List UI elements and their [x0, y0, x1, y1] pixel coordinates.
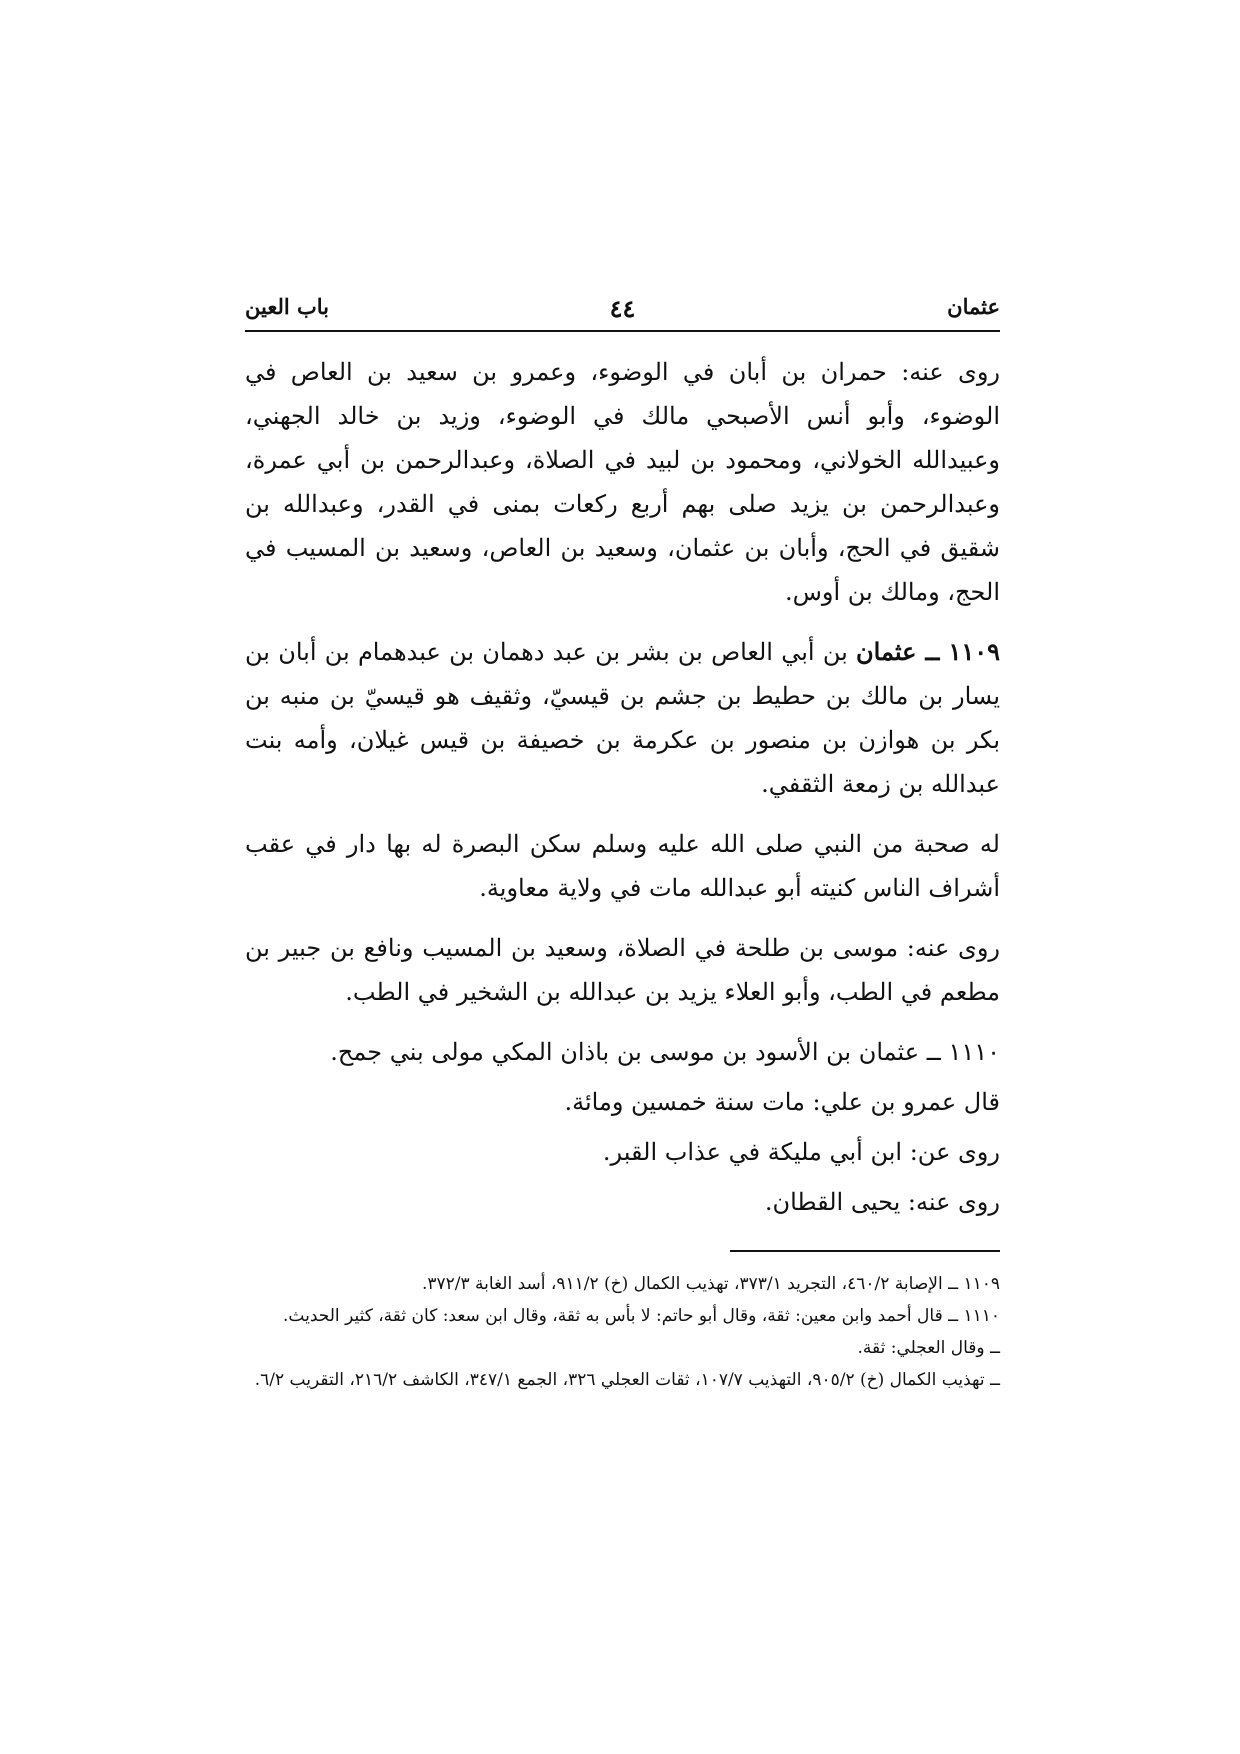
- page-header: [245, 280, 1000, 332]
- footnote-1110: ١١١٠ ــ قال أحمد وابن معين: ثقة، وقال أبو حاتم: لا بأس به ثقة، وقال ابن سعد: كان ثقة، كثير الحديث.: [283, 1306, 1000, 1326]
- entry-name: عثمان: [858, 1038, 920, 1066]
- main-text: [245, 350, 1000, 1224]
- paragraph-biography: له صحبة من النبي صلى الله عليه وسلم سكن البصرة له بها دار في عقب أشراف الناس كنيته أبو عبدالله مات في ولاية معاوية.: [245, 830, 1000, 902]
- line-narrated-by: روى عنه: يحيى القطان.: [764, 1188, 1000, 1216]
- entry-text: بن أبي العاص بن بشر بن عبد دهمان بن عبدهمام بن أبان بن يسار بن مالك بن حطيط بن جشم بن قيسيّ، وثقيف هو قيسيّ بن منبه بن بكر بن هوازن بن منصور بن عكرمة بن خصيفة بن قيس غيلان، وأمه بنت عبدالله بن زمعة الثقفي.: [245, 638, 1000, 798]
- footnote-1110-sources: ــ تهذيب الكمال (خ) ٩٠٥/٢، التهذيب ١٠٧/٧، ثقات العجلي ٣٢٦، الجمع ٣٤٧/١، الكاشف ٢١٦/٢، التقريب ٦/٢.: [254, 1370, 1000, 1390]
- page-number: ٤٤: [609, 294, 636, 323]
- entry-dash: ــ: [919, 1038, 949, 1066]
- footnote-1110-ijli: ــ وقال العجلي: ثقة.: [857, 1338, 1000, 1358]
- entry-1110: [245, 1030, 1000, 1074]
- footnote-1109: ١١٠٩ ــ الإصابة ٤٦٠/٢، التجريد ٣٧٣/١، تهذيب الكمال (خ) ٩١١/٢، أسد الغابة ٣٧٢/٣.: [421, 1274, 1000, 1294]
- entry-number: ١١٠٩: [948, 637, 1000, 666]
- footnote-divider: [730, 1250, 1000, 1252]
- entry-number: ١١١٠: [948, 1038, 1000, 1066]
- header-section-title: عثمان: [947, 294, 1000, 319]
- paragraph-narrators: روى عنه: حمران بن أبان في الوضوء، وعمرو بن سعيد بن العاص في الوضوء، وأبو أنس الأصبحي مالك في الوضوء، وزيد بن خالد الجهني، وعبيدالله الخولاني، ومحمود بن لبيد في الصلاة، وعبدالرحمن بن أبي عمرة، وعبدالرحمن بن يزيد صلى بهم أربع ركعات بمنى في القدر، وعبدالله بن شقيق في الحج، وأبان بن عثمان، وسعيد بن العاص، وسعيد بن المسيب في الحج، ومالك بن أوس.: [245, 358, 1001, 606]
- header-chapter-title: باب العين: [245, 294, 330, 319]
- book-page: [245, 280, 1000, 1396]
- entry-name: عثمان: [856, 637, 917, 666]
- footnotes: [245, 1268, 1000, 1396]
- entry-1109: [245, 630, 1000, 806]
- line-narrated-from: روى عن: ابن أبي مليكة في عذاب القبر.: [602, 1138, 1000, 1166]
- line-death-year: قال عمرو بن علي: مات سنة خمسين ومائة.: [564, 1088, 1000, 1116]
- entry-text: بن الأسود بن موسى بن باذان المكي مولى بني جمح.: [330, 1038, 859, 1066]
- paragraph-narrators-from: روى عنه: موسى بن طلحة في الصلاة، وسعيد بن المسيب ونافع بن جبير بن مطعم في الطب، وأبو العلاء يزيد بن عبدالله بن الشخير في الطب.: [245, 934, 1001, 1006]
- entry-dash: ــ: [916, 637, 949, 666]
